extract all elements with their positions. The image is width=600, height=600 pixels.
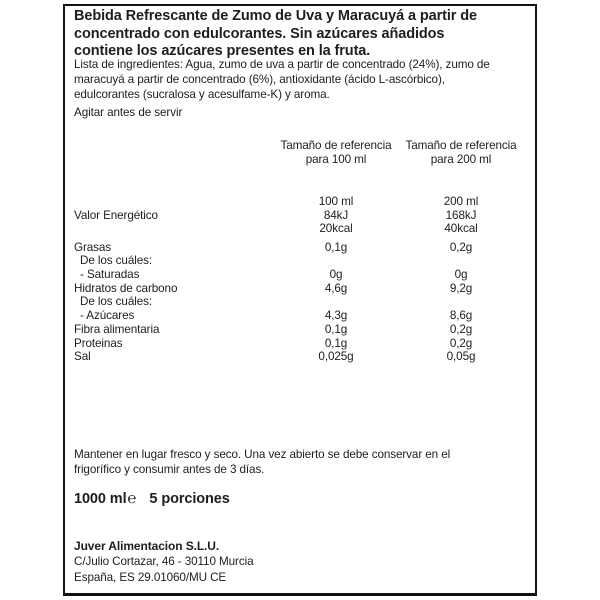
ingredients-line: Lista de ingredientes: Agua, zumo de uva a partir de concentrado (24%), zumo de	[74, 58, 490, 71]
manufacturer-info	[74, 538, 529, 586]
row-value-200ml: 0,2g	[449, 336, 473, 350]
row-label	[74, 222, 270, 236]
row-value-100ml: 0g	[329, 268, 343, 282]
row-label: Sal	[74, 350, 91, 364]
row-value-200ml: 0,2g	[449, 322, 473, 336]
nutrition-header-100ml-line: Tamaño de referencia	[280, 139, 392, 152]
product-title-line: contiene los azúcares presentes en la fruta.	[74, 43, 371, 59]
ingredients-line: edulcorantes (sucralosa y acesulfame-K) y aroma.	[74, 88, 330, 101]
table-row	[74, 268, 529, 282]
row-label: Grasas	[74, 240, 112, 254]
row-label	[74, 195, 270, 209]
table-row	[74, 254, 529, 268]
row-value-200ml	[402, 295, 520, 309]
net-volume: 1000 ml	[74, 491, 127, 507]
nutrition-header-100ml	[270, 139, 402, 166]
nutrition-header-200ml-line: para 200 ml	[430, 152, 492, 166]
ingredients-list	[74, 57, 529, 102]
row-value-100ml: 0,1g	[324, 240, 348, 254]
table-row	[74, 323, 529, 337]
servings-count: 5 porciones	[149, 491, 230, 507]
storage-line: Mantener en lugar fresco y seco. Una vez abierto se debe conservar en el	[74, 448, 451, 461]
row-label: Hidratos de carbono	[74, 281, 178, 295]
row-value-200ml: 40kcal	[444, 222, 478, 236]
table-row	[74, 209, 529, 223]
row-value-100ml: 4,6g	[324, 281, 348, 295]
nutrition-table-header	[74, 139, 529, 166]
row-value-100ml	[270, 254, 402, 268]
nutrition-header-200ml-line: Tamaño de referencia	[405, 139, 517, 152]
table-row	[74, 222, 529, 236]
row-value-100ml: 84kJ	[323, 208, 349, 222]
storage-instructions	[74, 447, 529, 477]
row-value-100ml: 20kcal	[319, 222, 353, 236]
table-row	[74, 241, 529, 255]
storage-line: frigorífico y consumir antes de 3 días.	[74, 463, 265, 476]
row-label: Proteinas	[74, 336, 123, 350]
row-value-200ml: 168kJ	[445, 208, 477, 222]
product-title-line: concentrado con edulcorantes. Sin azúcares añadidos	[74, 25, 445, 42]
shake-before-serving-note: Agitar antes de servir	[74, 106, 183, 119]
row-value-100ml: 100 ml	[318, 195, 354, 208]
ingredients-line: maracuyá a partir de concentrado (6%), antioxidante (ácido L-ascórbico),	[74, 73, 445, 86]
row-value-200ml: 8,6g	[449, 309, 473, 323]
estimated-sign-icon: ℮	[127, 490, 137, 507]
manufacturer-name: Juver Alimentacion S.L.U.	[74, 539, 220, 553]
row-label: De los cuáles:	[80, 295, 153, 309]
row-value-100ml: 4,3g	[324, 309, 348, 323]
row-label: Valor Energético	[74, 208, 158, 222]
product-title	[74, 8, 529, 61]
table-row	[74, 195, 529, 209]
row-value-200ml: 9,2g	[449, 281, 473, 295]
product-title-line: Bebida Refrescante de Zumo de Uva y Maracuyá a partir de	[74, 8, 477, 24]
row-value-200ml: 200 ml	[443, 195, 479, 208]
row-value-200ml: 0g	[454, 268, 468, 282]
row-label: - Saturadas	[80, 268, 140, 282]
table-row	[74, 337, 529, 351]
row-value-100ml: 0,025g	[318, 350, 354, 364]
row-label: Fibra alimentaria	[74, 322, 160, 336]
row-value-200ml	[402, 254, 520, 268]
manufacturer-address: C/Julio Cortazar, 46 - 30110 Murcia	[74, 555, 254, 568]
nutrition-header-200ml	[402, 139, 520, 166]
nutrition-header-spacer	[74, 139, 270, 166]
table-row	[74, 350, 529, 364]
nutrition-table	[74, 195, 529, 364]
row-value-200ml: 0,05g	[446, 350, 476, 364]
row-label: De los cuáles:	[80, 254, 153, 268]
row-value-100ml	[270, 295, 402, 309]
nutrition-label-box	[63, 4, 537, 596]
row-value-200ml: 0,2g	[449, 240, 473, 254]
row-value-100ml: 0,1g	[324, 336, 348, 350]
nutrition-header-100ml-line: para 100 ml	[305, 152, 367, 166]
row-label: - Azúcares	[80, 309, 135, 323]
table-row	[74, 295, 529, 309]
manufacturer-country-registration: España, ES 29.01060/MU CE	[74, 571, 227, 584]
row-value-100ml: 0,1g	[324, 322, 348, 336]
table-row	[74, 282, 529, 296]
table-row	[74, 309, 529, 323]
net-quantity	[74, 490, 529, 507]
